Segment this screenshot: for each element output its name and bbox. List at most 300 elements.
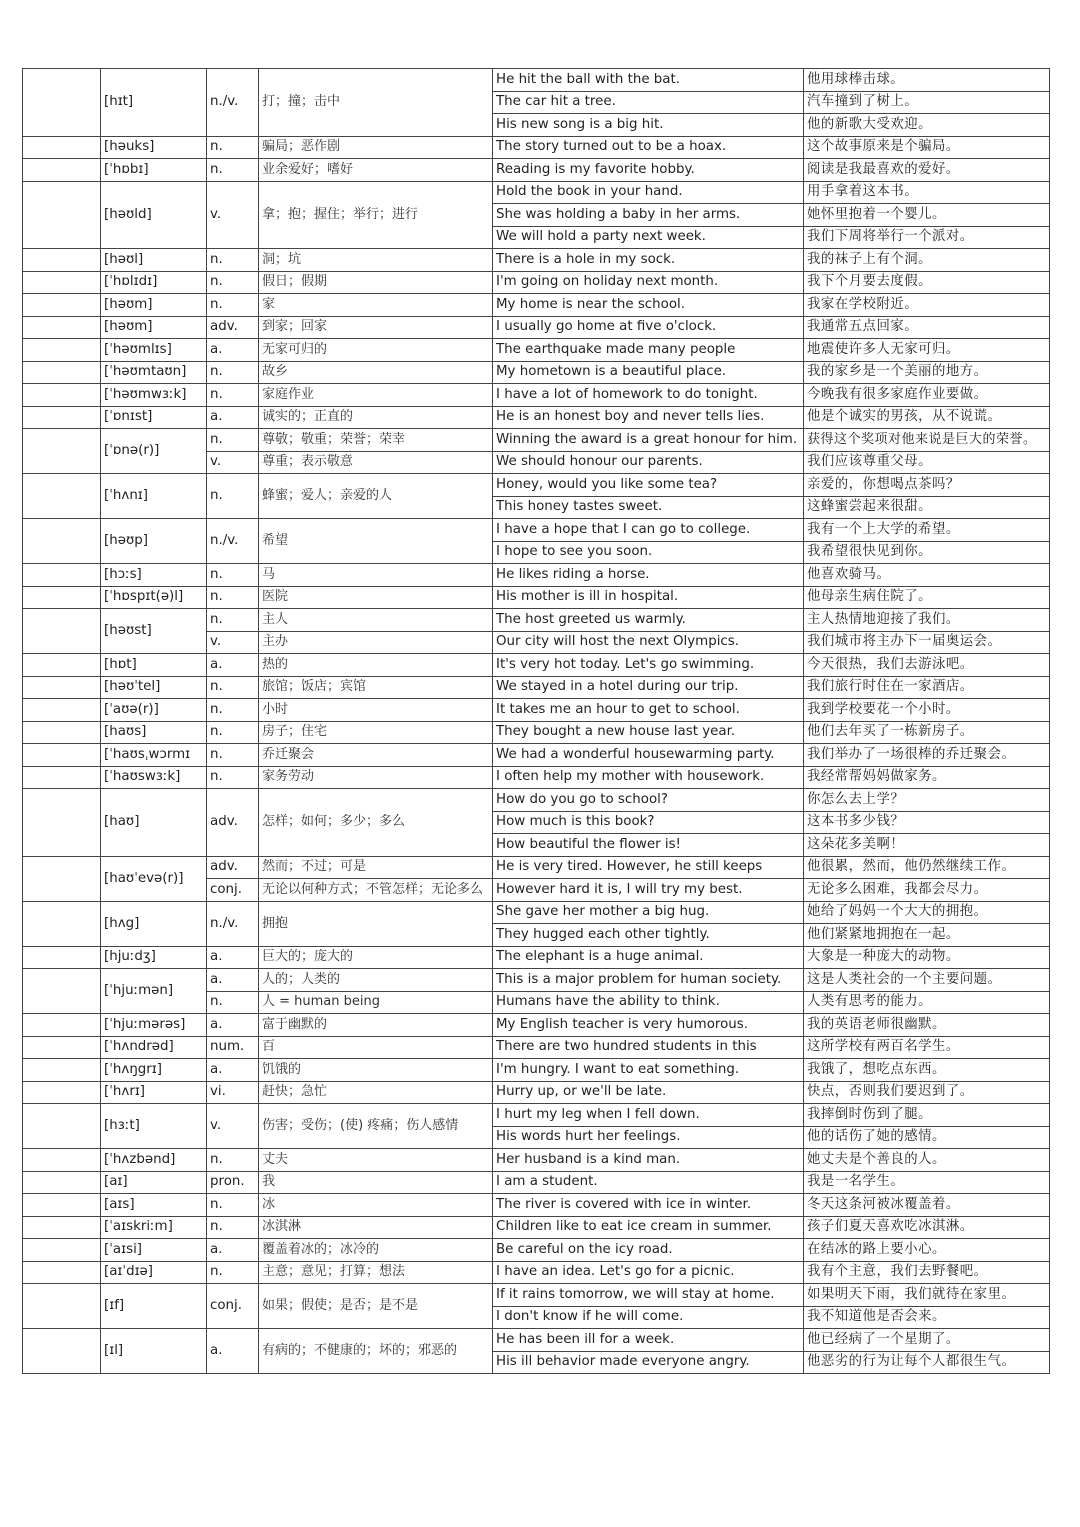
pos-cell: n.: [207, 294, 259, 317]
example-zh-cell: 冬天这条河被冰覆盖着。: [804, 1194, 1050, 1217]
phonetic-cell: [həʊl]: [101, 249, 207, 272]
table-row: [23, 1036, 1050, 1059]
example-zh-cell: 这本书多少钱？: [804, 811, 1050, 834]
meaning-cell: 到家；回家: [259, 316, 493, 339]
table-row: [23, 789, 1050, 812]
example-en-cell: However hard it is, I will try my best.: [493, 879, 804, 902]
pos-cell: adv.: [207, 316, 259, 339]
pos-cell: a.: [207, 946, 259, 969]
example-zh-cell: 我有个主意，我们去野餐吧。: [804, 1261, 1050, 1284]
meaning-cell: 故乡: [259, 361, 493, 384]
phonetic-cell: [ˈhʌndrəd]: [101, 1036, 207, 1059]
phonetic-cell: [ˈaɪsi]: [101, 1239, 207, 1262]
meaning-cell: 诚实的；正直的: [259, 406, 493, 429]
phonetic-cell: [ˈhʌzbənd]: [101, 1149, 207, 1172]
word-cell: [23, 1059, 101, 1082]
table-row: [23, 744, 1050, 767]
example-en-cell: Honey, would you like some tea?: [493, 474, 804, 497]
example-en-cell: The host greeted us warmly.: [493, 609, 804, 632]
phonetic-cell: [aɪs]: [101, 1194, 207, 1217]
table-row: [23, 339, 1050, 362]
meaning-cell: 无论以何种方式；不管怎样；无论多么: [259, 879, 493, 902]
table-row: [23, 946, 1050, 969]
meaning-cell: 家庭作业: [259, 384, 493, 407]
meaning-cell: 打；撞；击中: [259, 69, 493, 137]
pos-cell: n.: [207, 721, 259, 744]
phonetic-cell: [ɪl]: [101, 1329, 207, 1374]
example-zh-cell: 他恶劣的行为让每个人都很生气。: [804, 1351, 1050, 1374]
example-en-cell: I have an idea. Let's go for a picnic.: [493, 1261, 804, 1284]
table-row: [23, 181, 1050, 204]
phonetic-cell: [həuks]: [101, 136, 207, 159]
pos-cell: n.: [207, 159, 259, 182]
example-en-cell: The car hit a tree.: [493, 91, 804, 114]
meaning-cell: 洞；坑: [259, 249, 493, 272]
example-en-cell: He is an honest boy and never tells lies.: [493, 406, 804, 429]
table-row: [23, 676, 1050, 699]
example-en-cell: My English teacher is very humorous.: [493, 1014, 804, 1037]
table-row: [23, 159, 1050, 182]
pos-cell: vi.: [207, 1081, 259, 1104]
example-zh-cell: 用手拿着这本书。: [804, 181, 1050, 204]
example-en-cell: I hurt my leg when I fell down.: [493, 1104, 804, 1127]
table-row: [23, 969, 1050, 992]
word-cell: [23, 1014, 101, 1037]
example-zh-cell: 我到学校要花一个小时。: [804, 699, 1050, 722]
pos-cell: a.: [207, 1014, 259, 1037]
meaning-cell: 冰淇淋: [259, 1216, 493, 1239]
meaning-cell: 丈夫: [259, 1149, 493, 1172]
phonetic-cell: [ˈhəʊmtaʊn]: [101, 361, 207, 384]
phonetic-cell: [ˈhɒbɪ]: [101, 159, 207, 182]
example-zh-cell: 他母亲生病住院了。: [804, 586, 1050, 609]
phonetic-cell: [ˈhəʊmlɪs]: [101, 339, 207, 362]
example-zh-cell: 人类有思考的能力。: [804, 991, 1050, 1014]
phonetic-cell: [həʊst]: [101, 609, 207, 654]
table-row: [23, 901, 1050, 924]
example-en-cell: I don't know if he will come.: [493, 1306, 804, 1329]
example-zh-cell: 获得这个奖项对他来说是巨大的荣誉。: [804, 429, 1050, 452]
pos-cell: v.: [207, 1104, 259, 1149]
example-zh-cell: 我们举办了一场很棒的乔迁聚会。: [804, 744, 1050, 767]
word-cell: [23, 159, 101, 182]
phonetic-cell: [hɜːt]: [101, 1104, 207, 1149]
example-zh-cell: 今晚我有很多家庭作业要做。: [804, 384, 1050, 407]
phonetic-cell: [həʊp]: [101, 519, 207, 564]
pos-cell: n.: [207, 271, 259, 294]
example-en-cell: How beautiful the flower is!: [493, 834, 804, 857]
example-zh-cell: 这朵花多美啊！: [804, 834, 1050, 857]
table-row: [23, 271, 1050, 294]
example-zh-cell: 他是个诚实的男孩，从不说谎。: [804, 406, 1050, 429]
table-row: [23, 564, 1050, 587]
table-row: [23, 429, 1050, 452]
table-row: [23, 856, 1050, 879]
example-en-cell: The river is covered with ice in winter.: [493, 1194, 804, 1217]
meaning-cell: 热的: [259, 654, 493, 677]
example-en-cell: This honey tastes sweet.: [493, 496, 804, 519]
phonetic-cell: [ɪf]: [101, 1284, 207, 1329]
example-en-cell: Her husband is a kind man.: [493, 1149, 804, 1172]
phonetic-cell: [ˈaʊə(r)]: [101, 699, 207, 722]
example-zh-cell: 我们应该尊重父母。: [804, 451, 1050, 474]
example-en-cell: Humans have the ability to think.: [493, 991, 804, 1014]
table-row: [23, 1284, 1050, 1307]
phonetic-cell: [haʊ]: [101, 789, 207, 857]
example-zh-cell: 他的话伤了她的感情。: [804, 1126, 1050, 1149]
word-cell: [23, 1171, 101, 1194]
meaning-cell: 富于幽默的: [259, 1014, 493, 1037]
word-cell: [23, 361, 101, 384]
phonetic-cell: [ˈhjuːmərəs]: [101, 1014, 207, 1037]
example-en-cell: It takes me an hour to get to school.: [493, 699, 804, 722]
word-cell: [23, 1081, 101, 1104]
meaning-cell: 然而；不过；可是: [259, 856, 493, 879]
meaning-cell: 巨大的；庞大的: [259, 946, 493, 969]
example-zh-cell: 他们去年买了一栋新房子。: [804, 721, 1050, 744]
vocabulary-table: [22, 68, 1050, 1374]
table-row: [23, 721, 1050, 744]
table-row: [23, 249, 1050, 272]
example-zh-cell: 这蜂蜜尝起来很甜。: [804, 496, 1050, 519]
example-zh-cell: 我通常五点回家。: [804, 316, 1050, 339]
meaning-cell: 赶快；急忙: [259, 1081, 493, 1104]
pos-cell: n.: [207, 361, 259, 384]
pos-cell: a.: [207, 969, 259, 992]
pos-cell: n.: [207, 676, 259, 699]
word-cell: [23, 271, 101, 294]
phonetic-cell: [ˈɒnɪst]: [101, 406, 207, 429]
example-en-cell: I often help my mother with housework.: [493, 766, 804, 789]
meaning-cell: 无家可归的: [259, 339, 493, 362]
meaning-cell: 拥抱: [259, 901, 493, 946]
pos-cell: n.: [207, 249, 259, 272]
example-zh-cell: 我经常帮妈妈做家务。: [804, 766, 1050, 789]
pos-cell: a.: [207, 1329, 259, 1374]
example-en-cell: We stayed in a hotel during our trip.: [493, 676, 804, 699]
table-row: [23, 699, 1050, 722]
word-cell: [23, 474, 101, 519]
pos-cell: n.: [207, 1149, 259, 1172]
example-zh-cell: 我饿了，想吃点东西。: [804, 1059, 1050, 1082]
word-cell: [23, 699, 101, 722]
example-zh-cell: 阅读是我最喜欢的爱好。: [804, 159, 1050, 182]
pos-cell: adv.: [207, 856, 259, 879]
word-cell: [23, 1149, 101, 1172]
table-row: [23, 1081, 1050, 1104]
meaning-cell: 覆盖着冰的；冰冷的: [259, 1239, 493, 1262]
example-zh-cell: 我们城市将主办下一届奥运会。: [804, 631, 1050, 654]
table-row: [23, 1329, 1050, 1352]
phonetic-cell: [ˈhaʊsˌwɔrmɪ: [101, 744, 207, 767]
phonetic-cell: [hɒt]: [101, 654, 207, 677]
meaning-cell: 小时: [259, 699, 493, 722]
meaning-cell: 伤害；受伤；(使) 疼痛；伤人感情: [259, 1104, 493, 1149]
example-en-cell: He hit the ball with the bat.: [493, 69, 804, 92]
table-row: [23, 69, 1050, 92]
meaning-cell: 假日；假期: [259, 271, 493, 294]
word-cell: [23, 676, 101, 699]
pos-cell: conj.: [207, 879, 259, 902]
example-en-cell: There is a hole in my sock.: [493, 249, 804, 272]
example-en-cell: His mother is ill in hospital.: [493, 586, 804, 609]
example-en-cell: We will hold a party next week.: [493, 226, 804, 249]
example-en-cell: I'm hungry. I want to eat something.: [493, 1059, 804, 1082]
example-zh-cell: 他们紧紧地拥抱在一起。: [804, 924, 1050, 947]
meaning-cell: 旅馆；饭店；宾馆: [259, 676, 493, 699]
pos-cell: n.: [207, 429, 259, 452]
table-row: [23, 1239, 1050, 1262]
word-cell: [23, 339, 101, 362]
meaning-cell: 尊敬；敬重；荣誉；荣幸: [259, 429, 493, 452]
example-en-cell: How much is this book?: [493, 811, 804, 834]
example-zh-cell: 这个故事原来是个骗局。: [804, 136, 1050, 159]
example-zh-cell: 我家在学校附近。: [804, 294, 1050, 317]
word-cell: [23, 1104, 101, 1149]
example-en-cell: I have a lot of homework to do tonight.: [493, 384, 804, 407]
pos-cell: n.: [207, 1194, 259, 1217]
word-cell: [23, 969, 101, 1014]
meaning-cell: 家务劳动: [259, 766, 493, 789]
example-en-cell: I am a student.: [493, 1171, 804, 1194]
pos-cell: n./v.: [207, 69, 259, 137]
example-zh-cell: 亲爱的，你想喝点茶吗？: [804, 474, 1050, 497]
example-zh-cell: 她丈夫是个善良的人。: [804, 1149, 1050, 1172]
example-zh-cell: 主人热情地迎接了我们。: [804, 609, 1050, 632]
example-zh-cell: 我的袜子上有个洞。: [804, 249, 1050, 272]
pos-cell: n.: [207, 136, 259, 159]
pos-cell: n./v.: [207, 901, 259, 946]
example-en-cell: His ill behavior made everyone angry.: [493, 1351, 804, 1374]
example-zh-cell: 在结冰的路上要小心。: [804, 1239, 1050, 1262]
table-row: [23, 384, 1050, 407]
table-row: [23, 136, 1050, 159]
example-en-cell: How do you go to school?: [493, 789, 804, 812]
table-row: [23, 1149, 1050, 1172]
example-zh-cell: 快点，否则我们要迟到了。: [804, 1081, 1050, 1104]
pos-cell: n.: [207, 1216, 259, 1239]
pos-cell: v.: [207, 631, 259, 654]
meaning-cell: 百: [259, 1036, 493, 1059]
word-cell: [23, 856, 101, 901]
pos-cell: a.: [207, 1239, 259, 1262]
word-cell: [23, 429, 101, 474]
word-cell: [23, 654, 101, 677]
word-cell: [23, 766, 101, 789]
word-cell: [23, 1284, 101, 1329]
phonetic-cell: [həʊm]: [101, 294, 207, 317]
phonetic-cell: [həʊm]: [101, 316, 207, 339]
phonetic-cell: [haʊs]: [101, 721, 207, 744]
meaning-cell: 房子；住宅: [259, 721, 493, 744]
meaning-cell: 医院: [259, 586, 493, 609]
word-cell: [23, 1036, 101, 1059]
meaning-cell: 主意；意见；打算；想法: [259, 1261, 493, 1284]
word-cell: [23, 586, 101, 609]
example-zh-cell: 我是一名学生。: [804, 1171, 1050, 1194]
table-row: [23, 294, 1050, 317]
pos-cell: a.: [207, 406, 259, 429]
example-en-cell: I usually go home at five o'clock.: [493, 316, 804, 339]
example-zh-cell: 他的新歌大受欢迎。: [804, 114, 1050, 137]
example-en-cell: He has been ill for a week.: [493, 1329, 804, 1352]
example-en-cell: We had a wonderful housewarming party.: [493, 744, 804, 767]
meaning-cell: 人 = human being: [259, 991, 493, 1014]
example-zh-cell: 我希望很快见到你。: [804, 541, 1050, 564]
table-row: [23, 654, 1050, 677]
example-en-cell: She gave her mother a big hug.: [493, 901, 804, 924]
meaning-cell: 有病的；不健康的；坏的；邪恶的: [259, 1329, 493, 1374]
word-cell: [23, 384, 101, 407]
meaning-cell: 家: [259, 294, 493, 317]
meaning-cell: 乔迁聚会: [259, 744, 493, 767]
pos-cell: a.: [207, 1059, 259, 1082]
pos-cell: n.: [207, 991, 259, 1014]
example-en-cell: Hold the book in your hand.: [493, 181, 804, 204]
word-cell: [23, 1239, 101, 1262]
word-cell: [23, 901, 101, 946]
table-row: [23, 586, 1050, 609]
example-en-cell: His new song is a big hit.: [493, 114, 804, 137]
example-zh-cell: 他喜欢骑马。: [804, 564, 1050, 587]
example-zh-cell: 我有一个上大学的希望。: [804, 519, 1050, 542]
example-en-cell: It's very hot today. Let's go swimming.: [493, 654, 804, 677]
meaning-cell: 我: [259, 1171, 493, 1194]
meaning-cell: 业余爱好；嗜好: [259, 159, 493, 182]
meaning-cell: 冰: [259, 1194, 493, 1217]
example-zh-cell: 汽车撞到了树上。: [804, 91, 1050, 114]
example-en-cell: His words hurt her feelings.: [493, 1126, 804, 1149]
example-zh-cell: 他用球棒击球。: [804, 69, 1050, 92]
phonetic-cell: [aɪˈdɪə]: [101, 1261, 207, 1284]
meaning-cell: 如果；假使；是否；是不是: [259, 1284, 493, 1329]
example-en-cell: Hurry up, or we'll be late.: [493, 1081, 804, 1104]
example-zh-cell: 地震使许多人无家可归。: [804, 339, 1050, 362]
example-en-cell: They bought a new house last year.: [493, 721, 804, 744]
phonetic-cell: [ˈhɒspɪt(ə)l]: [101, 586, 207, 609]
meaning-cell: 人的；人类的: [259, 969, 493, 992]
pos-cell: a.: [207, 339, 259, 362]
example-zh-cell: 我摔倒时伤到了腿。: [804, 1104, 1050, 1127]
phonetic-cell: [ˈaɪskriːm]: [101, 1216, 207, 1239]
example-en-cell: I hope to see you soon.: [493, 541, 804, 564]
table-row: [23, 361, 1050, 384]
table-row: [23, 1059, 1050, 1082]
word-cell: [23, 1216, 101, 1239]
example-zh-cell: 她给了妈妈一个大大的拥抱。: [804, 901, 1050, 924]
example-zh-cell: 我们旅行时住在一家酒店。: [804, 676, 1050, 699]
pos-cell: n.: [207, 586, 259, 609]
example-en-cell: My home is near the school.: [493, 294, 804, 317]
example-en-cell: They hugged each other tightly.: [493, 924, 804, 947]
word-cell: [23, 316, 101, 339]
example-zh-cell: 这是人类社会的一个主要问题。: [804, 969, 1050, 992]
pos-cell: num.: [207, 1036, 259, 1059]
meaning-cell: 蜂蜜；爱人；亲爱的人: [259, 474, 493, 519]
word-cell: [23, 609, 101, 654]
phonetic-cell: [ˈhəʊmwɜːk]: [101, 384, 207, 407]
phonetic-cell: [ˈhaʊswɜːk]: [101, 766, 207, 789]
example-zh-cell: 我们下周将举行一个派对。: [804, 226, 1050, 249]
table-row: [23, 519, 1050, 542]
example-en-cell: The earthquake made many people: [493, 339, 804, 362]
meaning-cell: 马: [259, 564, 493, 587]
example-en-cell: I have a hope that I can go to college.: [493, 519, 804, 542]
table-row: [23, 609, 1050, 632]
example-en-cell: Children like to eat ice cream in summer.: [493, 1216, 804, 1239]
pos-cell: v.: [207, 451, 259, 474]
example-en-cell: My hometown is a beautiful place.: [493, 361, 804, 384]
example-en-cell: Our city will host the next Olympics.: [493, 631, 804, 654]
example-en-cell: There are two hundred students in this: [493, 1036, 804, 1059]
word-cell: [23, 1329, 101, 1374]
pos-cell: n.: [207, 474, 259, 519]
example-zh-cell: 他很累，然而，他仍然继续工作。: [804, 856, 1050, 879]
word-cell: [23, 406, 101, 429]
meaning-cell: 希望: [259, 519, 493, 564]
word-cell: [23, 181, 101, 249]
phonetic-cell: [ˈɒnə(r)]: [101, 429, 207, 474]
pos-cell: v.: [207, 181, 259, 249]
example-zh-cell: 大象是一种庞大的动物。: [804, 946, 1050, 969]
phonetic-cell: [hɔːs]: [101, 564, 207, 587]
example-zh-cell: 我的家乡是一个美丽的地方。: [804, 361, 1050, 384]
table-row: [23, 1104, 1050, 1127]
example-en-cell: He likes riding a horse.: [493, 564, 804, 587]
table-row: [23, 1261, 1050, 1284]
pos-cell: n.: [207, 384, 259, 407]
word-cell: [23, 136, 101, 159]
table-row: [23, 316, 1050, 339]
table-row: [23, 1171, 1050, 1194]
meaning-cell: 拿；抱；握住；举行；进行: [259, 181, 493, 249]
pos-cell: n.: [207, 1261, 259, 1284]
word-cell: [23, 1261, 101, 1284]
example-en-cell: Winning the award is a great honour for him.: [493, 429, 804, 452]
phonetic-cell: [hjuːdʒ]: [101, 946, 207, 969]
example-en-cell: If it rains tomorrow, we will stay at home.: [493, 1284, 804, 1307]
example-en-cell: Be careful on the icy road.: [493, 1239, 804, 1262]
example-en-cell: I'm going on holiday next month.: [493, 271, 804, 294]
meaning-cell: 主办: [259, 631, 493, 654]
meaning-cell: 主人: [259, 609, 493, 632]
meaning-cell: 骗局；恶作剧: [259, 136, 493, 159]
example-en-cell: Reading is my favorite hobby.: [493, 159, 804, 182]
pos-cell: adv.: [207, 789, 259, 857]
pos-cell: pron.: [207, 1171, 259, 1194]
table-row: [23, 1014, 1050, 1037]
example-zh-cell: 今天很热，我们去游泳吧。: [804, 654, 1050, 677]
phonetic-cell: [aɪ]: [101, 1171, 207, 1194]
word-cell: [23, 789, 101, 857]
table-row: [23, 1194, 1050, 1217]
example-zh-cell: 我下个月要去度假。: [804, 271, 1050, 294]
phonetic-cell: [həʊld]: [101, 181, 207, 249]
example-en-cell: The elephant is a huge animal.: [493, 946, 804, 969]
word-cell: [23, 744, 101, 767]
example-zh-cell: 我的英语老师很幽默。: [804, 1014, 1050, 1037]
table-row: [23, 474, 1050, 497]
meaning-cell: 尊重；表示敬意: [259, 451, 493, 474]
example-en-cell: She was holding a baby in her arms.: [493, 204, 804, 227]
word-cell: [23, 519, 101, 564]
example-en-cell: This is a major problem for human society.: [493, 969, 804, 992]
example-zh-cell: 你怎么去上学？: [804, 789, 1050, 812]
example-zh-cell: 无论多么困难，我都会尽力。: [804, 879, 1050, 902]
example-zh-cell: 这所学校有两百名学生。: [804, 1036, 1050, 1059]
phonetic-cell: [hʌg]: [101, 901, 207, 946]
phonetic-cell: [ˈhʌŋgrɪ]: [101, 1059, 207, 1082]
